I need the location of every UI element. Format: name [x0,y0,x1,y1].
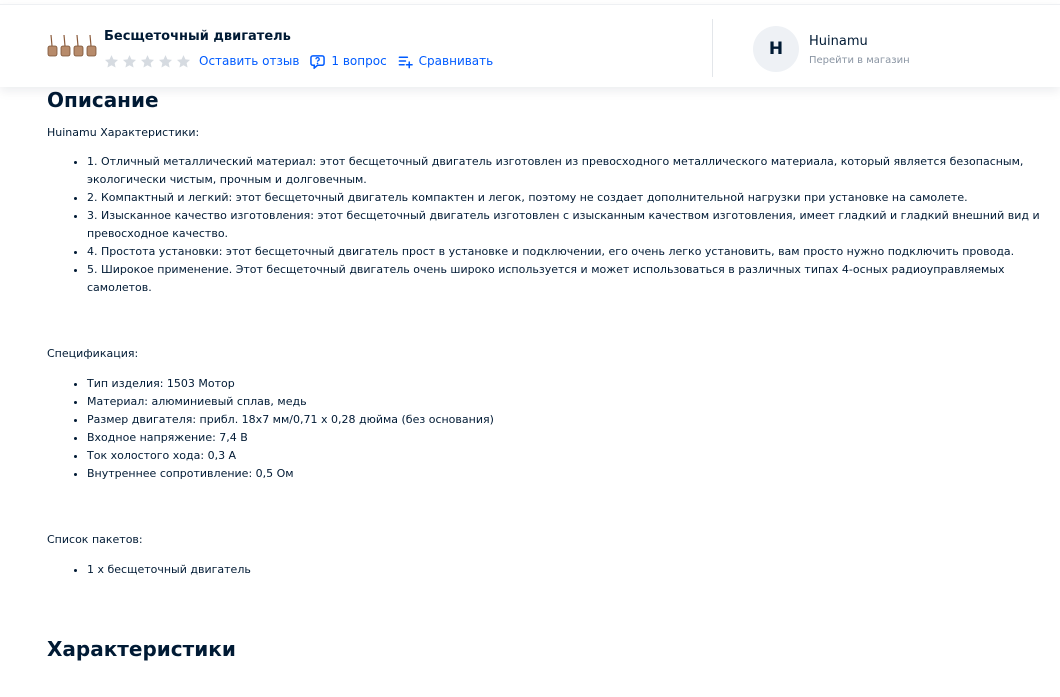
list-item: • 2. Компактный и легкий: этот бесщеточный двигатель компактен и легок, поэтому не создает дополнительной нагрузки при установке на самолете. [87,189,1060,207]
star-icon [104,54,119,69]
product-thumbnail[interactable] [46,33,98,59]
description-section [47,86,1060,661]
go-to-store-link[interactable]: Перейти в магазин [809,55,910,66]
header-divider [712,19,713,77]
rating-row [104,52,493,70]
review-link[interactable]: Оставить отзыв [199,54,300,68]
list-item: • Внутреннее сопротивление: 0,5 Ом [87,465,1060,483]
list-item: • Тип изделия: 1503 Мотор [87,375,1060,393]
features-list [47,153,1060,297]
list-item: • 5. Широкое применение. Этот бесщеточный двигатель очень широко используется и может использоваться в различных типах 4-осных радиоуправляемых самолетов. [87,261,1060,297]
rating-stars[interactable] [104,54,191,69]
description-heading: Описание [47,88,159,112]
list-item: • 1 х бесщеточный двигатель [87,561,1060,579]
compare-link[interactable] [398,54,494,69]
list-item: • Материал: алюминиевый сплав, медь [87,393,1060,411]
spec-title: Спецификация: [47,347,139,360]
list-item: • Размер двигателя: прибл. 18х7 мм/0,71 х 0,28 дюйма (без основания) [87,411,1060,429]
questions-link-label: 1 вопрос [331,54,387,68]
package-title: Список пакетов: [47,533,143,546]
product-sticky-header [0,4,1060,87]
star-icon [122,54,137,69]
features-title: Huinamu Характеристики: [47,126,200,139]
store-avatar[interactable]: H [753,26,799,72]
package-list [47,561,1060,579]
list-item: • Входное напряжение: 7,4 В [87,429,1060,447]
spec-list [47,375,1060,483]
star-icon [158,54,173,69]
characteristics-heading: Характеристики [47,637,236,661]
list-item: • 3. Изысканное качество изготовления: этот бесщеточный двигатель изготовлен с изысканным качеством изготовления, имеет гладкий и гладкий внешний вид и превосходное качество. [87,207,1060,243]
list-item: • 1. Отличный металлический материал: этот бесщеточный двигатель изготовлен из превосходного металлического материала, который является безопасным, экологически чистым, прочным и долговечным. [87,153,1060,189]
list-item: • 4. Простота установки: этот бесщеточный двигатель прост в установке и подключении, его очень легко установить, вам просто нужно подключить провода. [87,243,1060,261]
question-bubble-icon [310,54,325,69]
star-icon [176,54,191,69]
questions-link[interactable] [310,54,386,69]
star-icon [140,54,155,69]
list-item: • Ток холостого хода: 0,3 А [87,447,1060,465]
product-title: Бесщеточный двигатель [104,29,291,44]
store-name[interactable]: Huinamu [809,34,868,49]
compare-list-icon [398,54,413,69]
compare-link-label: Сравнивать [418,54,494,68]
